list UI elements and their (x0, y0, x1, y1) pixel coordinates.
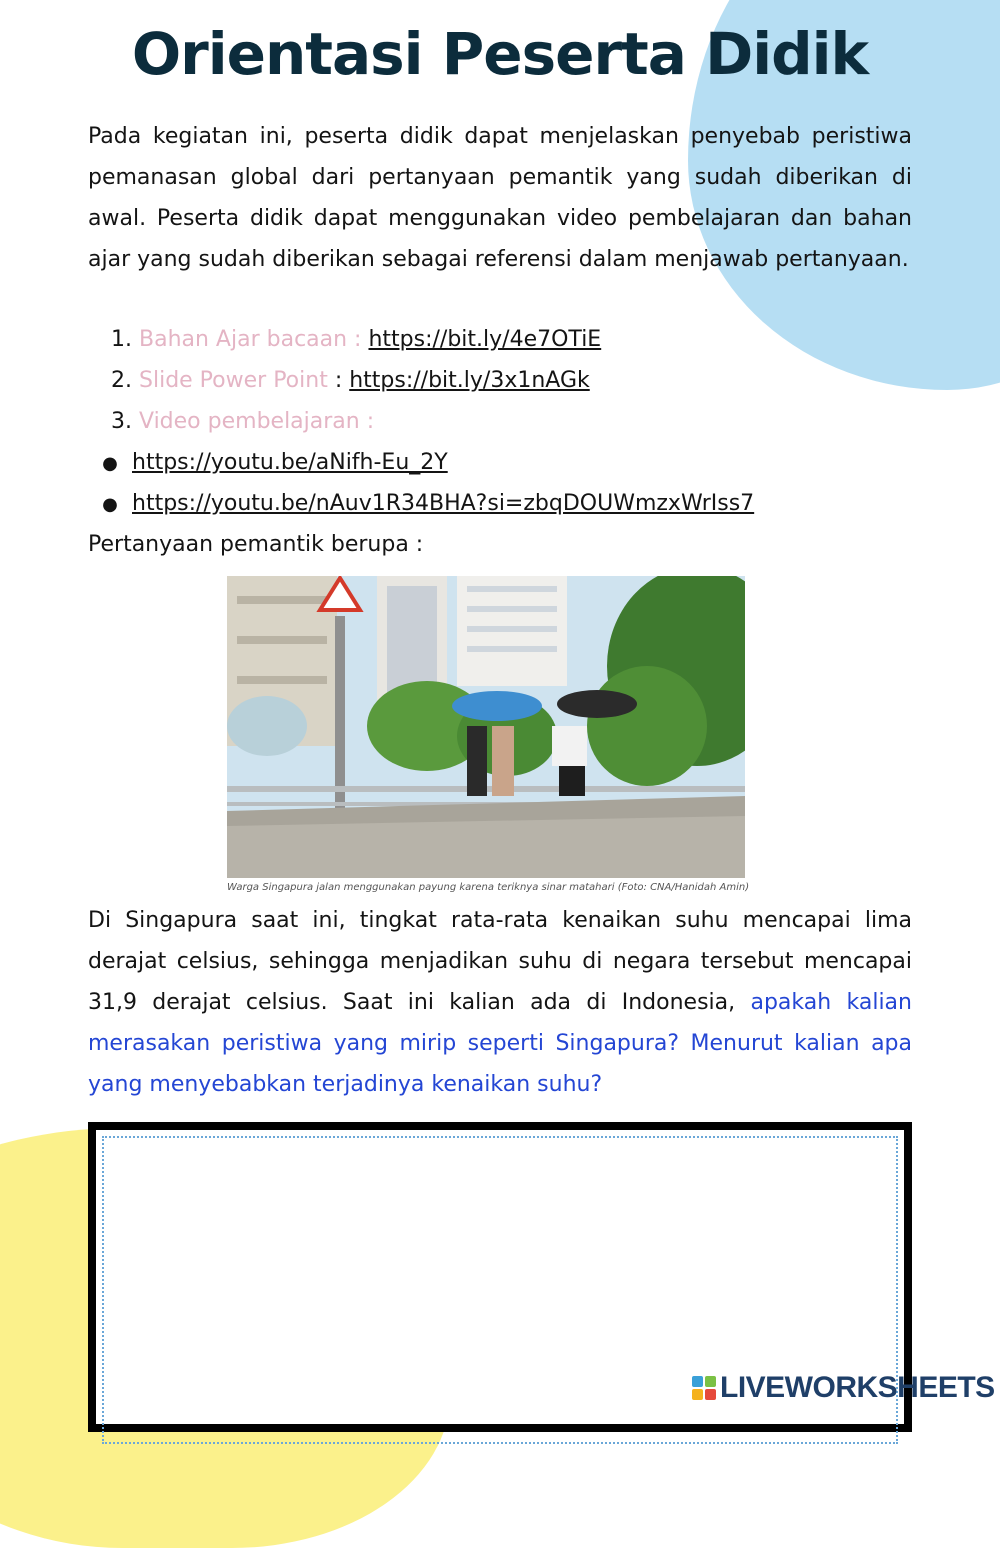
reference-number: 1. (111, 327, 132, 352)
video-link[interactable]: https://youtu.be/nAuv1R34BHA?si=zbqDOUWmzxWrIss7 (132, 491, 755, 516)
liveworksheets-icon (692, 1376, 716, 1400)
reference-list (88, 319, 928, 524)
video-item-1 (88, 442, 928, 483)
video-item-2 (88, 483, 928, 524)
reference-label: Video pembelajaran : (139, 409, 375, 434)
page-title: Orientasi Peserta Didik (131, 20, 869, 88)
reference-link[interactable]: https://bit.ly/3x1nAGk (349, 368, 590, 393)
context-text: Di Singapura saat ini, tingkat rata-rata kenaikan suhu mencapai lima derajat celsius, sehingga menjadikan suhu di negara tersebut mencapai 31,9 derajat celsius. Saat ini kalian ada di Indonesia, (88, 908, 912, 1015)
bullet-icon: ● (102, 453, 118, 474)
intro-paragraph: Pada kegiatan ini, peserta didik dapat menjelaskan penyebab peristiwa pemanasan global dari pertanyaan pemantik yang sudah diberikan di awal. Peserta didik dapat menggunakan video pembelajaran dan bahan ajar yang sudah diberikan sebagai referensi dalam menjawab pertanyaan. (88, 124, 912, 272)
street-photo (227, 576, 745, 878)
liveworksheets-logo (692, 1370, 995, 1406)
video-link[interactable]: https://youtu.be/aNifh-Eu_2Y (132, 450, 448, 475)
brand-name: LIVEWORKSHEETS (720, 1371, 995, 1404)
reference-number: 3. (111, 409, 132, 434)
reference-separator: : (327, 368, 350, 393)
reference-item-1 (88, 319, 928, 360)
reference-item-3 (88, 401, 928, 442)
reference-link[interactable]: https://bit.ly/4e7OTiE (368, 327, 602, 352)
reference-item-2 (88, 360, 928, 401)
reference-label: Slide Power Point (139, 368, 328, 393)
reference-label: Bahan Ajar bacaan : (139, 327, 362, 352)
context-paragraph (88, 900, 912, 1105)
bullet-icon: ● (102, 494, 118, 515)
guiding-question: apakah kalian merasakan peristiwa yang mirip seperti Singapura? Menurut kalian apa yang menyebabkan terjadinya kenaikan suhu? (88, 990, 912, 1097)
photo-caption: Warga Singapura jalan menggunakan payung karena teriknya sinar matahari (Foto: CNA/Hanidah Amin) (227, 882, 750, 893)
reference-number: 2. (111, 368, 132, 393)
question-label: Pertanyaan pemantik berupa : (88, 532, 424, 557)
